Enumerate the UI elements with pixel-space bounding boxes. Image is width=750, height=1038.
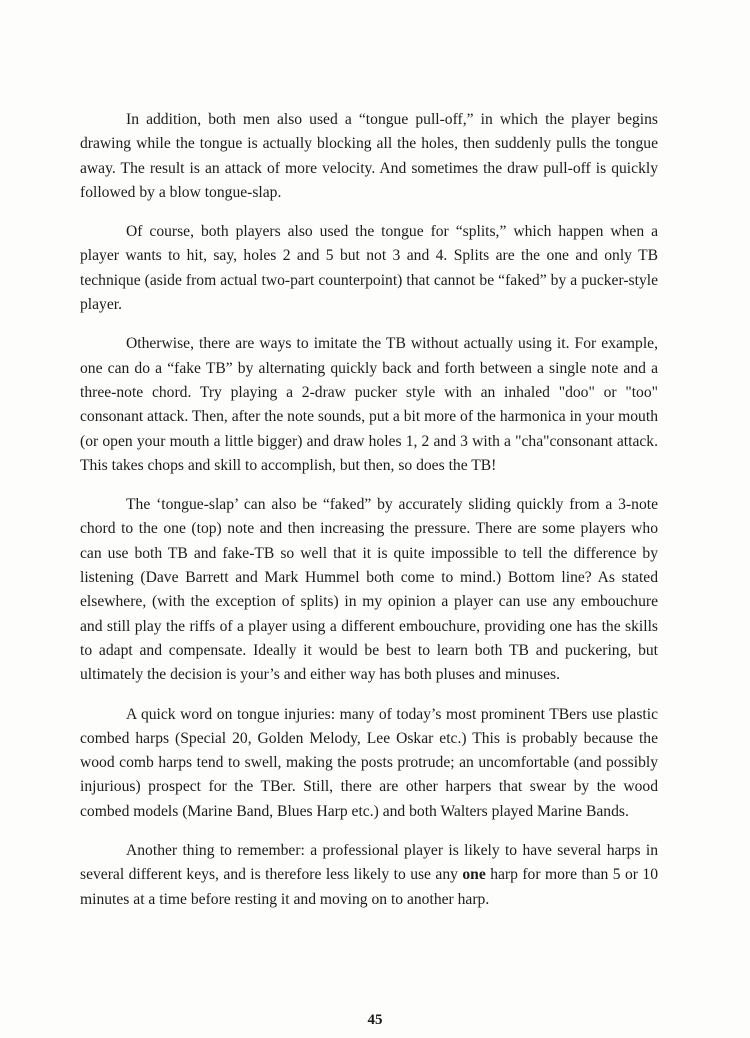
paragraph-tongue-slap: The ‘tongue-slap’ can also be “faked” by accurately sliding quickly from a 3-note chord to the one (top) note and then increasing the pressure. There are some players who can use both TB and fake-TB so well that it is quite impossible to tell the difference by listening (Dave Barrett and Mark Hummel both come to mind.) Bottom line? As stated elsewhere, (with the exception of splits) in my opinion a player can use any embouchure and still play the riffs of a player using a different embouchure, providing one has the skills to adapt and compensate. Ideally it would be best to learn both TB and puckering, but ultimately the decision is your’s and either way has both pluses and minuses. xyxy=(80,496,658,684)
paragraph-fake-tb: Otherwise, there are ways to imitate the TB without actually using it. For example, one can do a “fake TB” by alternating quickly back and forth between a single note and a three-note chord. Try playing a 2-draw pucker style with an inhaled "doo" or "too" consonant attack. Then, after the note sounds, put a bit more of the harmonica in your mouth (or open your mouth a little bigger) and draw holes 1, 2 and 3 with a "cha"consonant attack. This takes chops and skill to accomplish, but then, so does the TB! xyxy=(80,335,658,474)
last-paragraph-text-end: harp for more than 5 or 10 minutes at a time before resting it and moving on to another harp. xyxy=(80,866,658,908)
paragraph-tongue-injuries: A quick word on tongue injuries: many of today’s most prominent TBers use plastic combed harps (Special 20, Golden Melody, Lee Oskar etc.) This is probably because the wood comb harps tend to swell, making the posts protrude; an uncomfortable (and possibly injurious) prospect for the TBer. Still, there are other harpers that swear by the wood combed models (Marine Band, Blues Harp etc.) and both Walters played Marine Bands. xyxy=(80,705,658,820)
paragraph-splits: Of course, both players also used the tongue for “splits,” which happen when a player wants to hit, say, holes 2 and 5 but not 3 and 4. Splits are the one and only TB technique (aside from actual two-part counterpoint) that cannot be “faked” by a pucker-style player. xyxy=(80,223,658,314)
body-text xyxy=(80,108,658,912)
paragraph-tongue-pull-off: In addition, both men also used a “tongue pull-off,” in which the player begins drawing while the tongue is actually blocking all the holes, then suddenly pulls the tongue away. The result is an attack of more velocity. And sometimes the draw pull-off is quickly followed by a blow tongue-slap. xyxy=(80,111,658,201)
emphasized-word: one xyxy=(462,866,486,884)
last-paragraph-text-start: Another thing to remember: a professional player is likely to have several harps in several different keys, and is therefore less likely to use any xyxy=(80,842,658,884)
paragraph-professional-player xyxy=(80,839,658,912)
page-number: 45 xyxy=(367,1012,383,1028)
